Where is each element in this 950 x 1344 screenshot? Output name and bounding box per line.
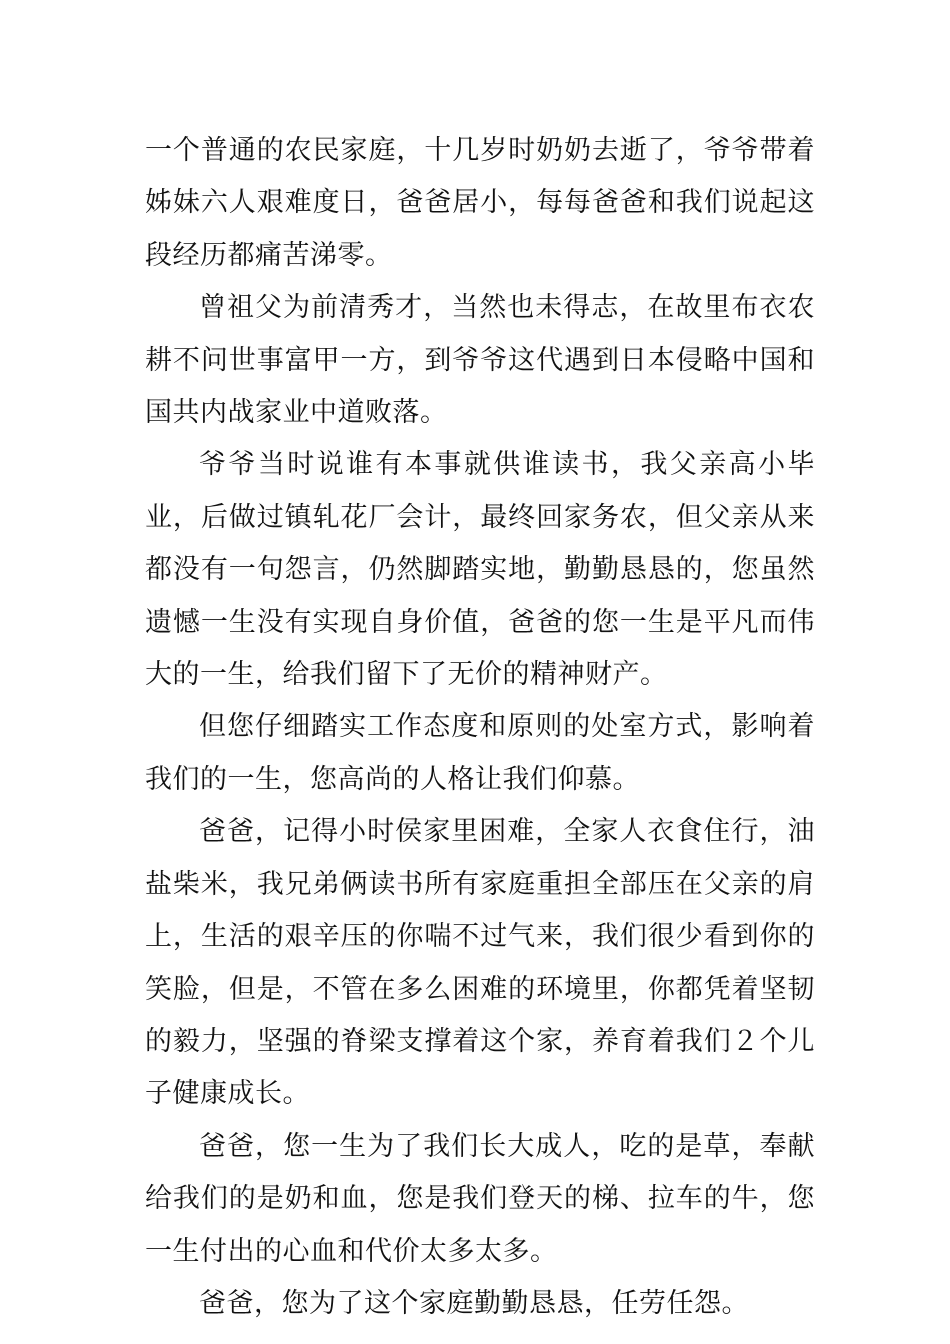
document-body <box>145 125 815 1330</box>
paragraph: 爸爸，您一生为了我们长大成人，吃的是草，奉献给我们的是奶和血，您是我们登天的梯、拉车的牛，您一生付出的心血和代价太多太多。 <box>145 1130 815 1267</box>
paragraph: 爷爷当时说谁有本事就供谁读书，我父亲高小毕业，后做过镇轧花厂会计，最终回家务农，但父亲从来都没有一句怨言，仍然脚踏实地，勤勤恳恳的，您虽然遗憾一生没有实现自身价值，爸爸的您一生是平凡而伟大的一生，给我们留下了无价的精神财产。 <box>145 449 815 691</box>
paragraph: 但您仔细踏实工作态度和原则的处室方式，影响着我们的一生，您高尚的人格让我们仰慕。 <box>145 711 815 795</box>
paragraph: 曾祖父为前清秀才，当然也未得志，在故里布衣农耕不问世事富甲一方，到爷爷这代遇到日本侵略中国和国共内战家业中道败落。 <box>145 292 815 429</box>
paragraph: 爸爸，您为了这个家庭勤勤恳恳，任劳任怨。 <box>199 1287 749 1319</box>
paragraph: 爸爸，记得小时侯家里困难，全家人衣食住行，油盐柴米，我兄弟俩读书所有家庭重担全部压在父亲的肩上，生活的艰辛压的你喘不过气来，我们很少看到你的笑脸，但是，不管在多么困难的环境里，你都凭着坚韧的毅力，坚强的脊梁支撑着这个家，养育着我们２个儿子健康成长。 <box>145 816 815 1110</box>
paragraph: 一个普通的农民家庭，十几岁时奶奶去逝了，爷爷带着姊妹六人艰难度日，爸爸居小，每每爸爸和我们说起这段经历都痛苦涕零。 <box>145 135 815 271</box>
